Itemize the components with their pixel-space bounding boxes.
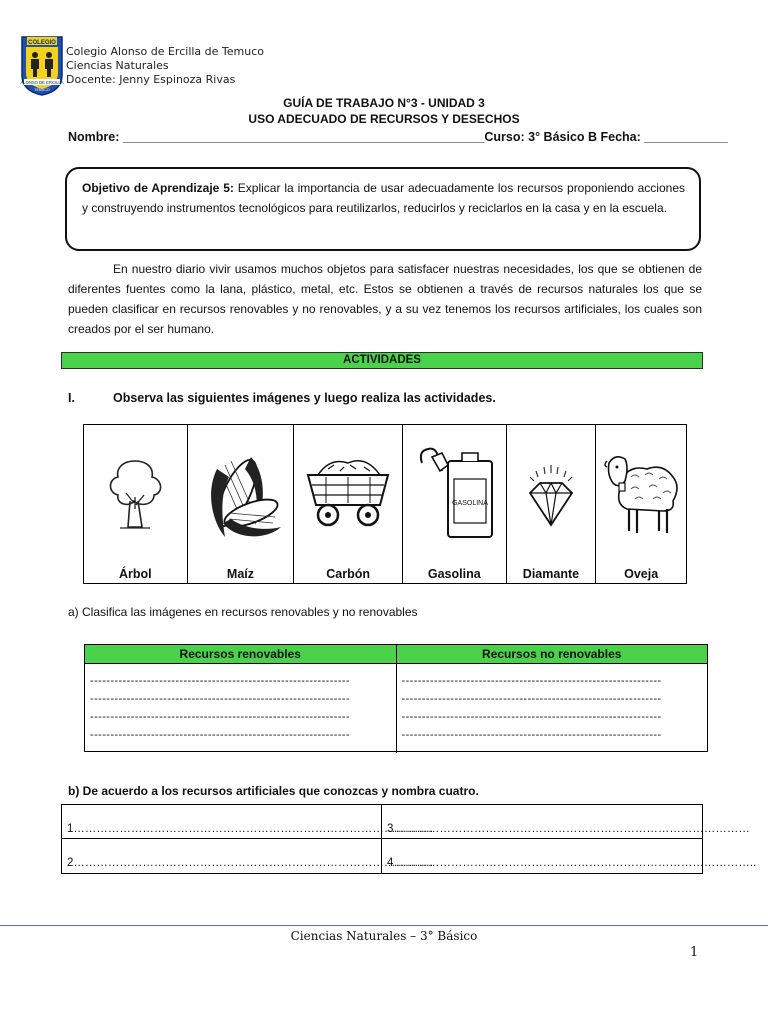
coal-cart-icon [300,455,396,535]
page-footer: Ciencias Naturales – 3° Básico [290,929,478,943]
answer-line[interactable]: ---------------------------------------------------------------- [401,693,662,705]
classification-table [84,644,708,752]
svg-text:ALONSO DE ERCILLA: ALONSO DE ERCILLA [20,80,64,85]
answer-line[interactable]: ---------------------------------------------------------------- [90,711,351,723]
footer-divider [0,925,768,926]
gasoline-can-icon [412,443,496,543]
section-instruction: Observa las siguientes imágenes y luego realiza las actividades. [113,391,496,405]
gasoline-can-label: GASOLINA [452,500,489,507]
corn-icon [195,443,285,543]
image-label: Gasolina [427,567,481,581]
image-cell-corn [188,425,295,583]
answer-line[interactable]: ---------------------------------------------------------------- [90,693,351,705]
image-label: Carbón [326,567,370,581]
svg-text:TEMUCO: TEMUCO [34,88,50,92]
artificial-answer-4[interactable]: 4………………………………………………………………………………….. [387,857,757,869]
school-logo [20,35,64,102]
image-cell-gasoline [403,425,507,583]
intro-text: En nuestro diario vivir usamos muchos objetos para satisfacer nuestras necesidades, los que se obtienen de diferentes fuentes como la lana, plástico, metal, etc. Estos se obtienen a través de recursos naturales los que se pueden clasificar en recursos renovables y no renovables, y a su vez tenemos los recursos artificiales, los cuales son creados por el ser humano. [68,262,702,336]
non-renewable-header: Recursos no renovables [482,647,622,661]
sheep-icon [601,449,681,539]
non-renewable-answer-area[interactable] [397,664,708,753]
resource-images-table [83,424,687,584]
artificial-answer-2[interactable]: 2…………………………………………………………………………………. [62,839,382,873]
classification-header [85,645,707,664]
header-block [66,45,264,87]
artificial-answer-3[interactable]: 3………………………………………………………………………………… [382,805,702,839]
activities-band: ACTIVIDADES [61,352,703,369]
objective-label: Objetivo de Aprendizaje 5: [82,181,234,195]
image-label: Árbol [119,567,152,581]
page-number: 1 [690,945,699,960]
image-cell-diamond [507,425,597,583]
image-label: Diamante [522,567,580,581]
artificial-answer-1[interactable]: 1…………………………………………………………………………………. [62,805,382,839]
objective-box [65,167,701,251]
tree-icon [100,453,170,533]
image-label: Maíz [226,567,255,581]
section-number: I. [68,391,75,405]
answer-line[interactable]: ---------------------------------------------------------------- [401,675,662,687]
renewable-header: Recursos renovables [85,645,397,663]
image-cell-tree [84,425,188,583]
artificial-resources-table [61,804,757,874]
objective-text: Explicar la importancia de usar adecuadamente los recursos proponiendo acciones y construyendo instrumentos tecnológicos para reutilizarlos, reducirlos y reciclarlos en la casa y en la escuela. [82,181,685,215]
subject-name: Ciencias Naturales [66,59,169,72]
question-b: b) De acuerdo a los recursos artificiales que conozcas y nombra cuatro. [68,784,479,798]
worksheet-subtitle: USO ADECUADO DE RECURSOS Y DESECHOS [248,112,520,126]
teacher-name: Docente: Jenny Espinoza Rivas [66,73,236,86]
image-cell-sheep [596,425,686,583]
image-label: Oveja [624,567,659,581]
school-name: Colegio Alonso de Ercilla de Temuco [66,45,264,58]
image-cell-coal [294,425,403,583]
answer-line[interactable]: ---------------------------------------------------------------- [90,729,351,741]
intro-paragraph [68,259,702,339]
renewable-answer-area[interactable] [85,664,397,753]
worksheet-title: GUÍA DE TRABAJO N°3 - UNIDAD 3 [283,96,485,110]
diamond-icon [516,463,586,543]
answer-line[interactable]: ---------------------------------------------------------------- [401,711,662,723]
student-info-line[interactable]: Nombre: ____________________________________________________Curso: 3° Básico B Fecha: ____________ [68,130,728,144]
svg-text:COLEGIO: COLEGIO [28,40,56,46]
question-a: a) Clasifica las imágenes en recursos renovables y no renovables [68,605,418,619]
answer-line[interactable]: ---------------------------------------------------------------- [90,675,351,687]
answer-line[interactable]: ---------------------------------------------------------------- [401,729,662,741]
